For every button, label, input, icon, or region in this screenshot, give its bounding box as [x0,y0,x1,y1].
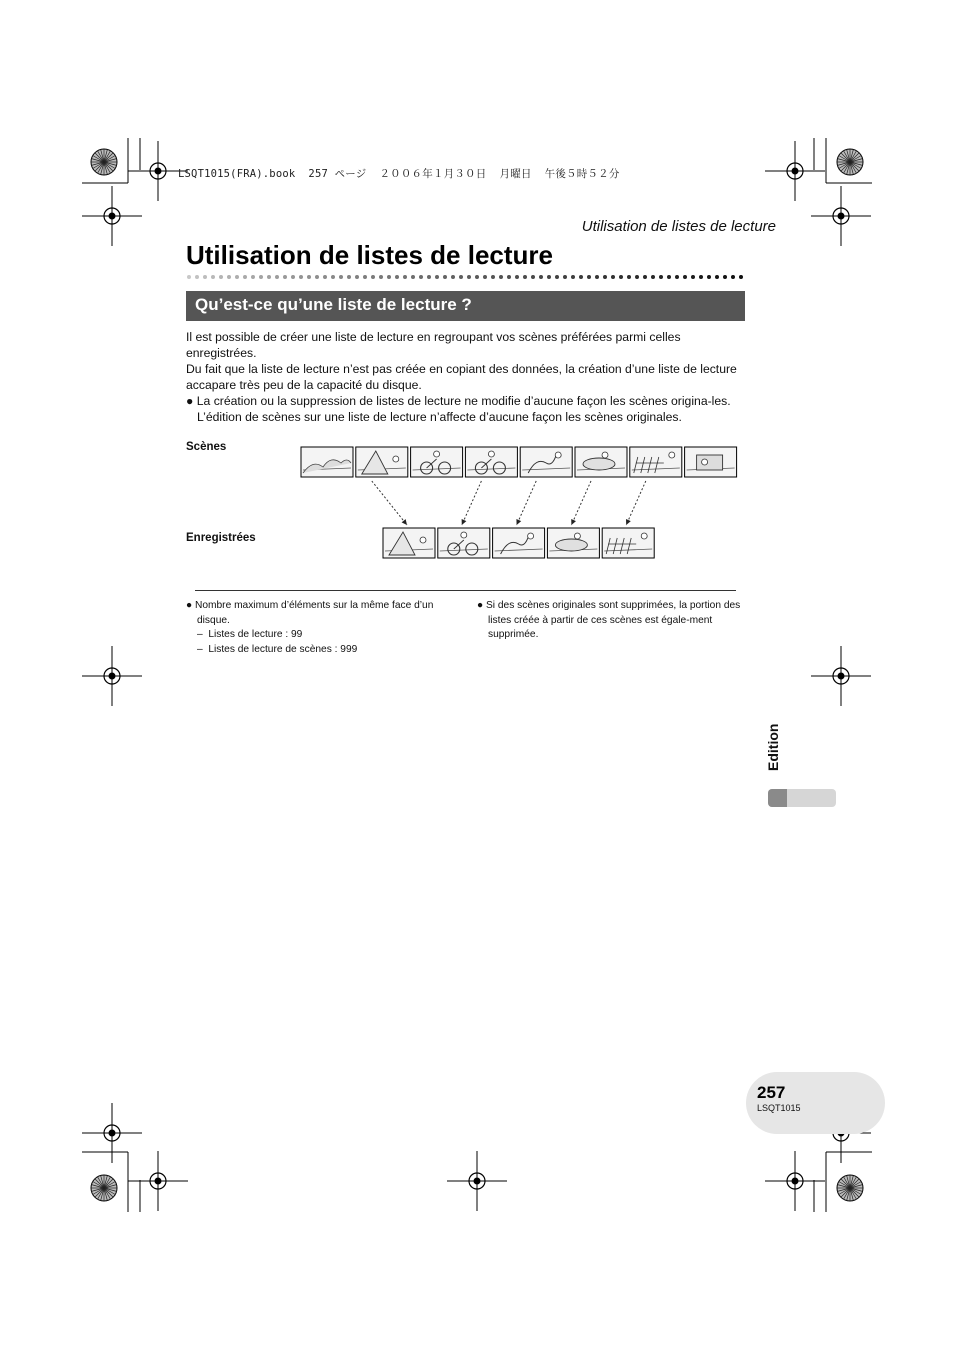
scene-thumbnail [575,447,627,477]
star-target-mark [91,149,117,175]
thumbnail-frame [630,447,682,477]
rule-dot [699,275,703,279]
crosshair-dot [838,213,845,220]
selection-arrow-head [571,519,576,525]
rule-dot [307,275,311,279]
rule-dot [267,275,271,279]
rule-dot [427,275,431,279]
rule-dot [315,275,319,279]
rule-dot [507,275,511,279]
selection-arrow-head [462,519,467,525]
print-header: LSQT1015(FRA).book 257 ページ ２００６年１月３０日 月曜日 午後５時５２分 [178,168,620,180]
thumbnail-person [393,456,399,462]
rule-dot [467,275,471,279]
rule-dot [299,275,303,279]
selection-arrow-line [626,481,646,525]
rule-dot [667,275,671,279]
scene-thumbnail [356,447,408,477]
rule-dot [707,275,711,279]
thumbnail-lens [702,459,708,465]
rule-dot [443,275,447,279]
thumbnail-table [555,539,587,551]
thumbnail-head [555,452,561,458]
rule-dot [411,275,415,279]
crosshair-mark [82,186,142,246]
star-target-mark [837,149,863,175]
thumbnail-rider [434,451,440,457]
side-tab-label: Edition [765,723,781,771]
rule-dot [547,275,551,279]
note-left-dash-1: – Listes de lecture : 99 [197,629,303,640]
rule-dot [539,275,543,279]
scene-thumbnail [520,447,572,477]
note-left-dash-2-text: Listes de lecture de scènes : 999 [208,643,358,655]
note-right-bullet-text: Si des scènes originales sont supprimées, la portion des listes créée à partir de ces scènes est égale-ment supprimée. [486,600,741,640]
bullet-icon: ● [186,600,193,611]
intro-paragraph-1: Il est possible de créer une liste de lecture en regroupant vos scènes préférées parmi celles enregistrées. [186,330,681,360]
crosshair-mark [82,1103,142,1163]
notes-divider [195,590,736,591]
note-left-dash-2: – Listes de lecture de scènes : 999 [197,643,358,655]
crosshair-dot [792,1178,799,1185]
rule-dot [323,275,327,279]
rule-dot [619,275,623,279]
side-tab-marker [768,789,787,807]
crosshair-dot [792,168,799,175]
rule-dot [491,275,495,279]
rule-dot [515,275,519,279]
rule-dot [283,275,287,279]
selection-arrow-line [517,481,537,525]
rule-dot [691,275,695,279]
rule-dot [651,275,655,279]
rule-dot [579,275,583,279]
rule-dot [643,275,647,279]
scene-thumbnail [301,447,353,477]
note-left-bullet-text: Nombre maximum d’éléments sur la même face d’un disque. [195,600,434,626]
rule-dot [355,275,359,279]
rule-dot [291,275,295,279]
rule-dot [451,275,455,279]
selection-arrow-head [516,519,521,525]
thumbnail-table [583,458,615,470]
thumbnail-rider [488,451,494,457]
crosshair-mark [128,1151,188,1211]
page-title: Utilisation de listes de lecture [186,240,553,270]
intro-text [186,329,746,425]
scene-thumbnail [465,447,517,477]
rule-dot [587,275,591,279]
crosshair-mark [82,646,142,706]
title-dotted-rule [186,272,746,282]
crosshair-mark [447,1151,507,1211]
rule-dot [347,275,351,279]
rule-dot [235,275,239,279]
selection-arrow-head [626,519,631,525]
thumbnail-rider [461,532,467,538]
playlist-thumbnail [602,528,654,558]
rule-dot [331,275,335,279]
rule-dot [219,275,223,279]
note-left-dash-1-text: Listes de lecture : 99 [208,629,303,640]
intro-bullet-text: La création ou la suppression de listes de lecture ne modifie d’aucune façon les scènes origina-les. L’édition de scènes sur une liste de lecture n’affecte d’aucune façon les scènes originales. [196,394,731,424]
thumbnail-head [528,533,534,539]
thumbnail-head [602,452,608,458]
rule-dot [339,275,343,279]
rule-dot [627,275,631,279]
thumbnail-object [697,455,723,470]
scene-thumbnail [411,447,463,477]
playlist-thumbnail [547,528,599,558]
rule-dot [715,275,719,279]
crosshair-dot [838,673,845,680]
rule-dot [459,275,463,279]
intro-paragraph-2: Du fait que la liste de lecture n’est pas créée en copiant des données, la création d’une liste de lecture accapare très peu de la capacité du disque. [186,362,737,392]
crosshair-dot [155,1178,162,1185]
rule-dot [243,275,247,279]
rule-dot [387,275,391,279]
thumbnail-person [420,537,426,543]
rule-dot [659,275,663,279]
rule-dot [211,275,215,279]
running-head: Utilisation de listes de lecture [581,218,776,235]
selection-arrow-line [372,481,407,525]
crosshair-dot [109,1130,116,1137]
rule-dot [675,275,679,279]
scene-thumbnail [630,447,682,477]
rule-dot [227,275,231,279]
rule-dot [499,275,503,279]
selection-arrow-line [462,481,482,525]
scene-thumbnail [685,447,737,477]
rule-dot [595,275,599,279]
selection-arrow-line [571,481,591,525]
note-left-bullet [186,599,448,628]
rule-dot [259,275,263,279]
crosshair-mark [811,646,871,706]
crosshair-dot [109,213,116,220]
star-target-mark [837,1175,863,1201]
rule-dot [363,275,367,279]
note-right-bullet [477,599,745,643]
rule-dot [483,275,487,279]
rule-dot [203,275,207,279]
playlist-thumbnail [438,528,490,558]
rule-dot [251,275,255,279]
page-number: 257 [757,1083,786,1102]
rule-dot [555,275,559,279]
notes-left [186,599,448,657]
rule-dot [379,275,383,279]
rule-dot [523,275,527,279]
crosshair-dot [109,673,116,680]
star-target-mark [91,1175,117,1201]
rule-dot [723,275,727,279]
page-code: LSQT1015 [757,1103,801,1113]
rule-dot [371,275,375,279]
crosshair-dot [155,168,162,175]
rule-dot [563,275,567,279]
rule-dot [403,275,407,279]
thumbnail-head [641,533,647,539]
crosshair-dot [474,1178,481,1185]
playlist-thumbnail [383,528,435,558]
thumbnail-frame [602,528,654,558]
playlist-thumbnail [493,528,545,558]
crosshair-mark [765,141,825,201]
rule-dot [531,275,535,279]
rule-dot [635,275,639,279]
label-recorded: Enregistrées [186,532,256,544]
intro-bullet [186,393,746,425]
rule-dot [435,275,439,279]
section-title: Qu’est-ce qu’une liste de lecture ? [186,291,745,321]
playlist-diagram [300,445,745,565]
rule-dot [419,275,423,279]
rule-dot [195,275,199,279]
rule-dot [395,275,399,279]
rule-dot [475,275,479,279]
rule-dot [731,275,735,279]
rule-dot [611,275,615,279]
rule-dot [275,275,279,279]
bullet-icon: ● [186,394,194,408]
rule-dot [683,275,687,279]
label-scenes: Scènes [186,441,227,453]
thumbnail-head [669,452,675,458]
rule-dot [571,275,575,279]
crosshair-mark [811,186,871,246]
crosshair-mark [765,1151,825,1211]
rule-dot [603,275,607,279]
notes-right [477,599,745,643]
thumbnail-head [574,533,580,539]
rule-dot [187,275,191,279]
bullet-icon: ● [477,600,484,611]
rule-dot [739,275,743,279]
